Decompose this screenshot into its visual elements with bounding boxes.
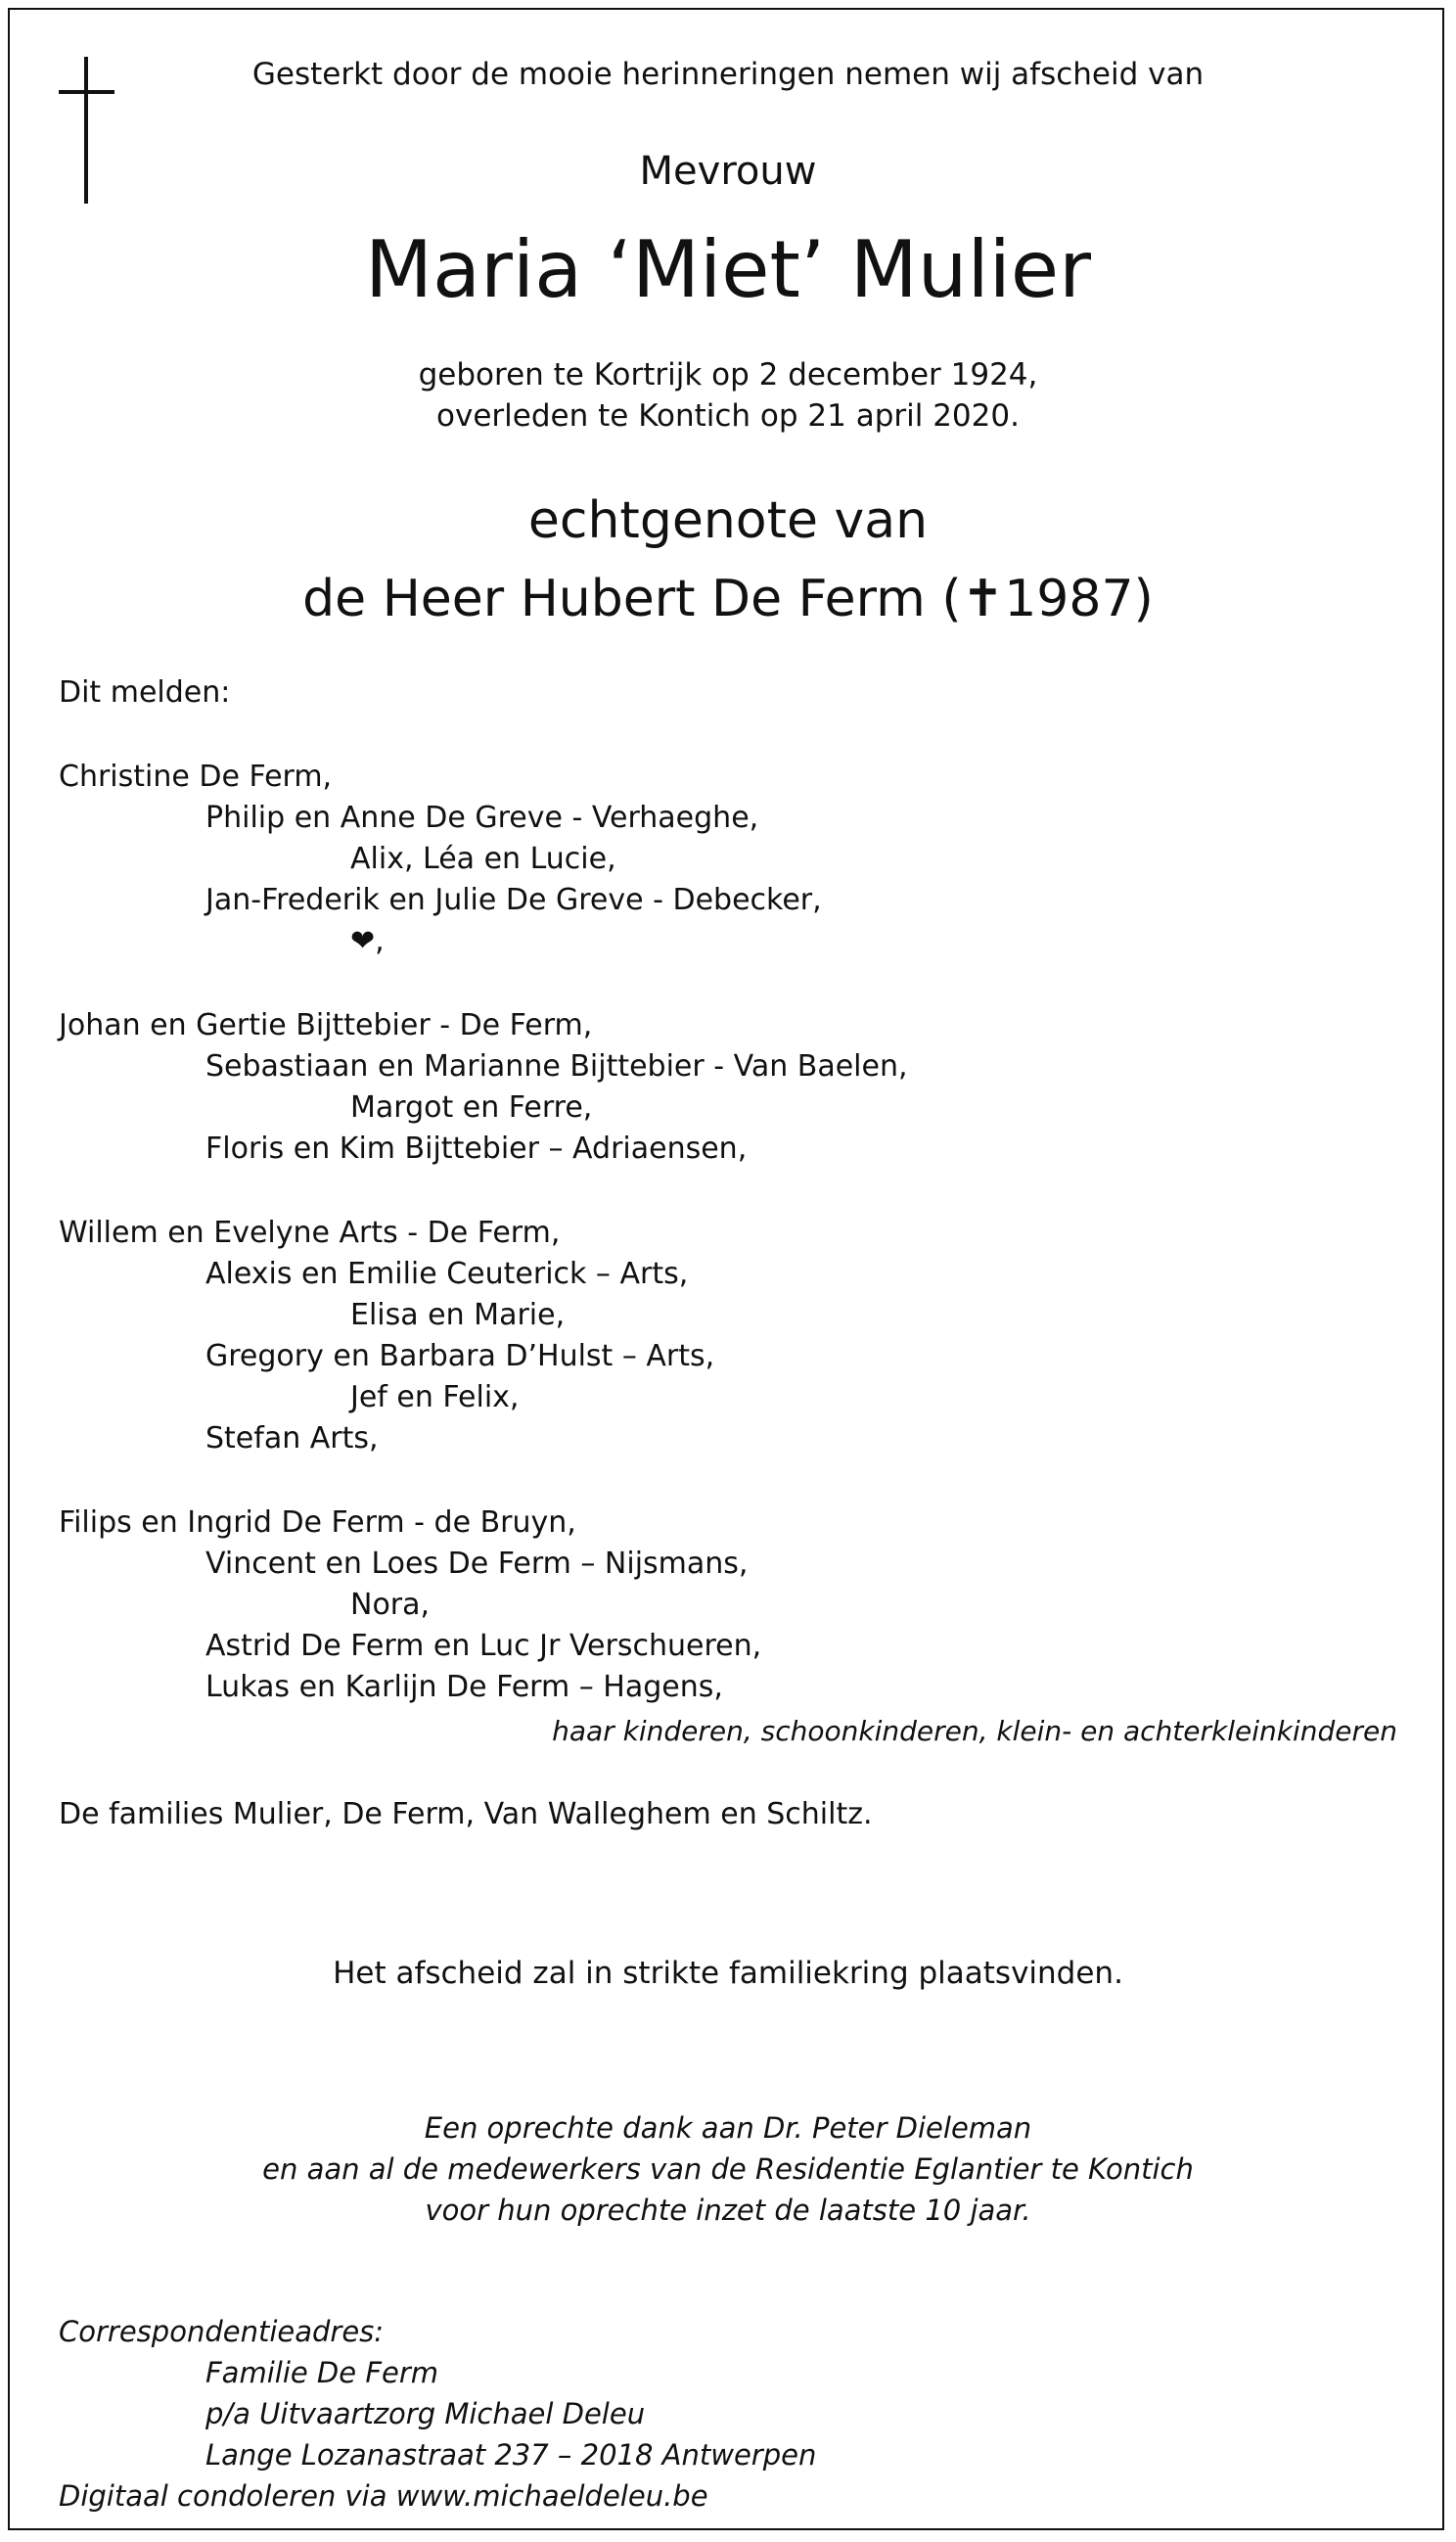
extended-families: De families Mulier, De Ferm, Van Walleghem en Schiltz. [59, 1797, 873, 1831]
family-line: Willem en Evelyne Arts - De Ferm, [59, 1216, 561, 1250]
family-line: Nora, [350, 1588, 431, 1622]
family-line [350, 924, 385, 959]
family-line: Johan en Gertie Bijttebier - De Ferm, [59, 1008, 593, 1042]
thanks-line: voor hun oprechte inzet de laatste 10 jaar. [425, 2194, 1031, 2227]
spouse-name [0, 568, 1456, 630]
correspondence-line: Lange Lozanastraat 237 – 2018 Antwerpen [205, 2438, 817, 2472]
online-condolence-link[interactable]: Digitaal condoleren via www.michaeldeleu.be [59, 2479, 708, 2513]
heart-suffix: , [375, 924, 385, 958]
family-line: Philip en Anne De Greve - Verhaeghe, [205, 801, 759, 835]
relationship-summary: haar kinderen, schoonkinderen, klein- en achterkleinkinderen [552, 1715, 1397, 1747]
family-line: Alexis en Emilie Ceuterick – Arts, [205, 1257, 689, 1291]
death-cross-icon: ✝ [961, 570, 1005, 628]
birth-line: geboren te Kortrijk op 2 december 1924, [418, 357, 1038, 393]
farewell-note: Het afscheid zal in strikte familiekring plaatsvinden. [333, 1956, 1123, 1991]
family-line: Vincent en Loes De Ferm – Nijsmans, [205, 1547, 749, 1581]
spouse-death-year: 1987) [1004, 570, 1154, 628]
spouse-intro: echtgenote van [527, 491, 929, 550]
heart-icon: ❤ [350, 924, 376, 958]
intro-text: Gesterkt door de mooie herinneringen nemen wij afscheid van [251, 57, 1205, 92]
family-line: Astrid De Ferm en Luc Jr Verschueren, [205, 1629, 762, 1663]
honorific-title: Mevrouw [639, 149, 817, 194]
family-line: Margot en Ferre, [350, 1090, 593, 1125]
family-line: Jan-Frederik en Julie De Greve - Debecker, [205, 883, 822, 917]
family-line: Stefan Arts, [205, 1421, 379, 1456]
correspondence-label: Correspondentieadres: [59, 2315, 385, 2348]
correspondence-line: Familie De Ferm [205, 2356, 439, 2389]
thanks-line: en aan al de medewerkers van de Residentie Eglantier te Kontich [262, 2152, 1194, 2186]
family-line: Lukas en Karlijn De Ferm – Hagens, [205, 1670, 723, 1704]
family-line: Filips en Ingrid De Ferm - de Bruyn, [59, 1505, 576, 1540]
family-line: Jef en Felix, [350, 1380, 520, 1414]
thanks-line: Een oprechte dank aan Dr. Peter Dieleman [424, 2111, 1032, 2145]
death-line: overleden te Kontich op 21 april 2020. [436, 398, 1020, 434]
family-line: Floris en Kim Bijttebier – Adriaensen, [205, 1132, 748, 1166]
correspondence-line: p/a Uitvaartzorg Michael Deleu [205, 2397, 646, 2430]
family-line: Elisa en Marie, [350, 1298, 566, 1332]
announcement-heading: Dit melden: [59, 675, 231, 710]
family-line: Alix, Léa en Lucie, [350, 842, 616, 876]
family-line: Christine De Ferm, [59, 760, 333, 794]
family-line: Sebastiaan en Marianne Bijttebier - Van Baelen, [205, 1049, 908, 1084]
family-line: Gregory en Barbara D’Hulst – Arts, [205, 1339, 715, 1373]
deceased-name: Maria ‘Miet’ Mulier [364, 224, 1092, 315]
spouse-name-prefix: de Heer Hubert De Ferm ( [302, 570, 962, 628]
